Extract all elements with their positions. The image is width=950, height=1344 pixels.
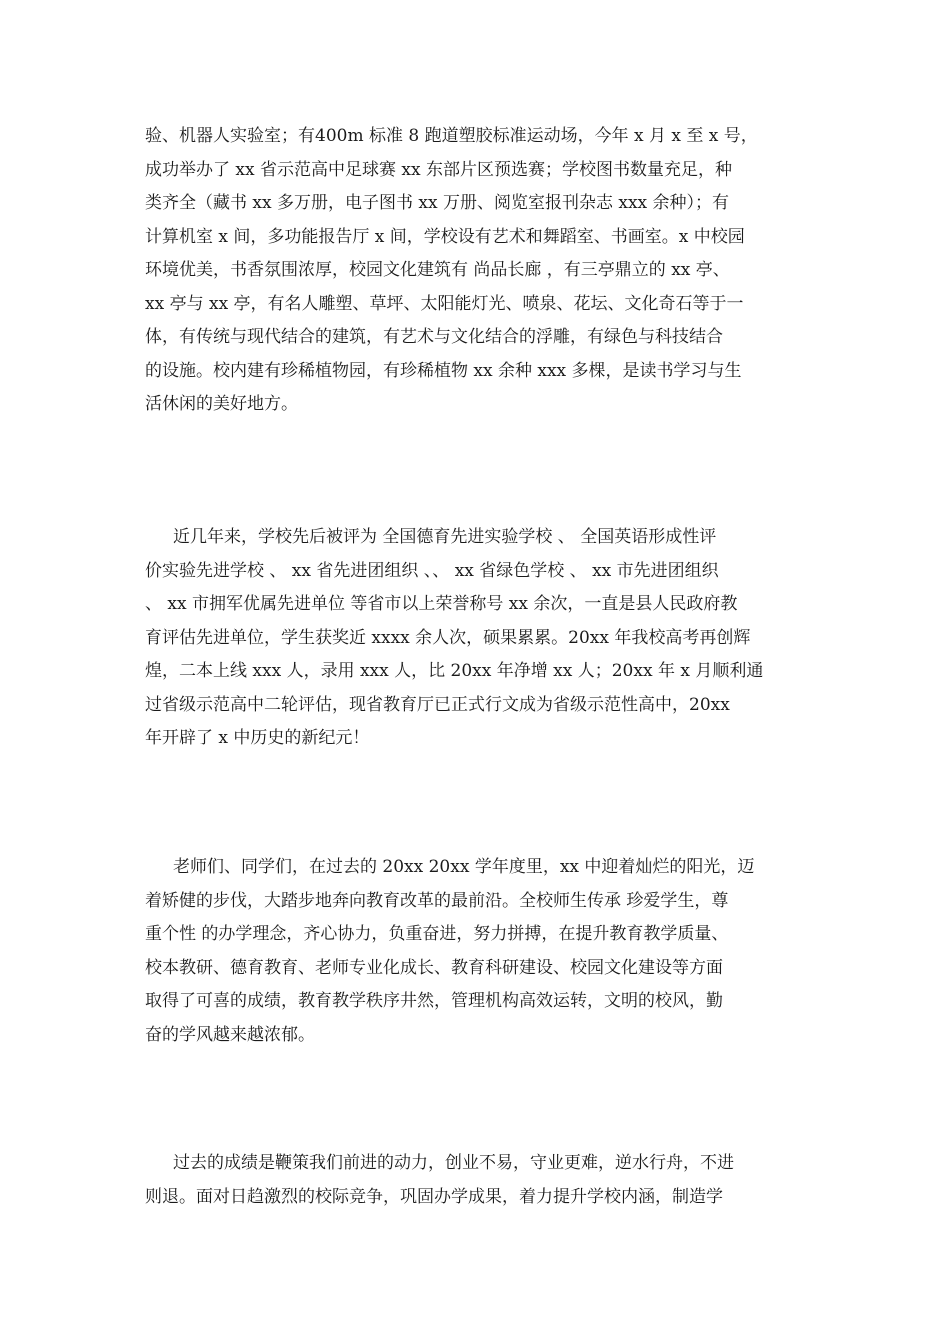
paragraph-outlook bbox=[145, 1147, 810, 1214]
paragraph-achievements bbox=[145, 851, 810, 1052]
text-line: 则退。面对日趋激烈的校际竞争，巩固办学成果，着力提升学校内涵，制造学 bbox=[145, 1186, 723, 1207]
text-line: 校本教研、德育教育、老师专业化成长、教育科研建设、校园文化建设等方面 bbox=[145, 957, 723, 978]
text-line: 年开辟了 x 中历史的新纪元！ bbox=[145, 728, 370, 748]
text-line: 煌，二本上线 xxx 人，录用 xxx 人，比 20xx 年净增 xx 人；20xx 年 x 月顺利通 bbox=[145, 661, 764, 681]
text-line: 环境优美，书香氛围浓厚，校园文化建筑有 尚品长廊 ，有三亭鼎立的 xx 亭、 bbox=[145, 260, 730, 280]
text-line: xx 亭与 xx 亭，有名人雕塑、草坪、太阳能灯光、喷泉、花坛、文化奇石等于一 bbox=[145, 293, 744, 314]
paragraph-honors bbox=[145, 521, 810, 756]
text-line: 计算机室 x 间，多功能报告厅 x 间，学校设有艺术和舞蹈室、书画室。x 中校园 bbox=[145, 226, 745, 247]
text-line: 的设施。校内建有珍稀植物园，有珍稀植物 xx 余种 xxx 多棵，是读书学习与生 bbox=[145, 360, 742, 381]
text-line: 重个性 的办学理念，齐心协力，负重奋进，努力拼搏，在提升教育教学质量、 bbox=[145, 924, 729, 944]
text-line: 奋的学风越来越浓郁。 bbox=[145, 1024, 315, 1045]
paragraph-facilities bbox=[145, 120, 810, 422]
text-line: 老师们、同学们，在过去的 20xx 20xx 学年度里，xx 中迎着灿烂的阳光，迈 bbox=[173, 857, 755, 877]
text-line: 着矫健的步伐，大踏步地奔向教育改革的最前沿。全校师生传承 珍爱学生，尊 bbox=[145, 890, 729, 911]
text-line: 过省级示范高中二轮评估，现省教育厅已正式行文成为省级示范性高中，20xx bbox=[145, 694, 730, 715]
text-line: 过去的成绩是鞭策我们前进的动力，创业不易，守业更难，逆水行舟，不进 bbox=[173, 1153, 734, 1173]
text-line: 近几年来，学校先后被评为 全国德育先进实验学校 、 全国英语形成性评 bbox=[173, 527, 717, 547]
text-line: 育评估先进单位，学生获奖近 xxxx 余人次，硕果累累。20xx 年我校高考再创辉 bbox=[145, 627, 751, 648]
text-line: 成功举办了 xx 省示范高中足球赛 xx 东部片区预选赛；学校图书数量充足，种 bbox=[145, 159, 732, 180]
text-line: 取得了可喜的成绩，教育教学秩序井然，管理机构高效运转，文明的校风，勤 bbox=[145, 991, 723, 1011]
text-line: 活休闲的美好地方。 bbox=[145, 394, 298, 414]
text-line: 价实验先进学校 、 xx 省先进团组织 、、 xx 省绿色学校 、 xx 市先进团组织 bbox=[145, 560, 719, 581]
text-line: 体，有传统与现代结合的建筑，有艺术与文化结合的浮雕，有绿色与科技结合 bbox=[145, 327, 723, 347]
text-line: 、 xx 市拥军优属先进单位 等省市以上荣誉称号 xx 余次，一直是县人民政府教 bbox=[145, 594, 738, 614]
text-line: 验、机器人实验室；有400m 标准 8 跑道塑胶标准运动场，今年 x 月 x 至 x 号， bbox=[145, 126, 758, 146]
text-line: 类齐全（藏书 xx 多万册，电子图书 xx 万册、阅览室报刊杂志 xxx 余种）；有 bbox=[145, 193, 730, 213]
